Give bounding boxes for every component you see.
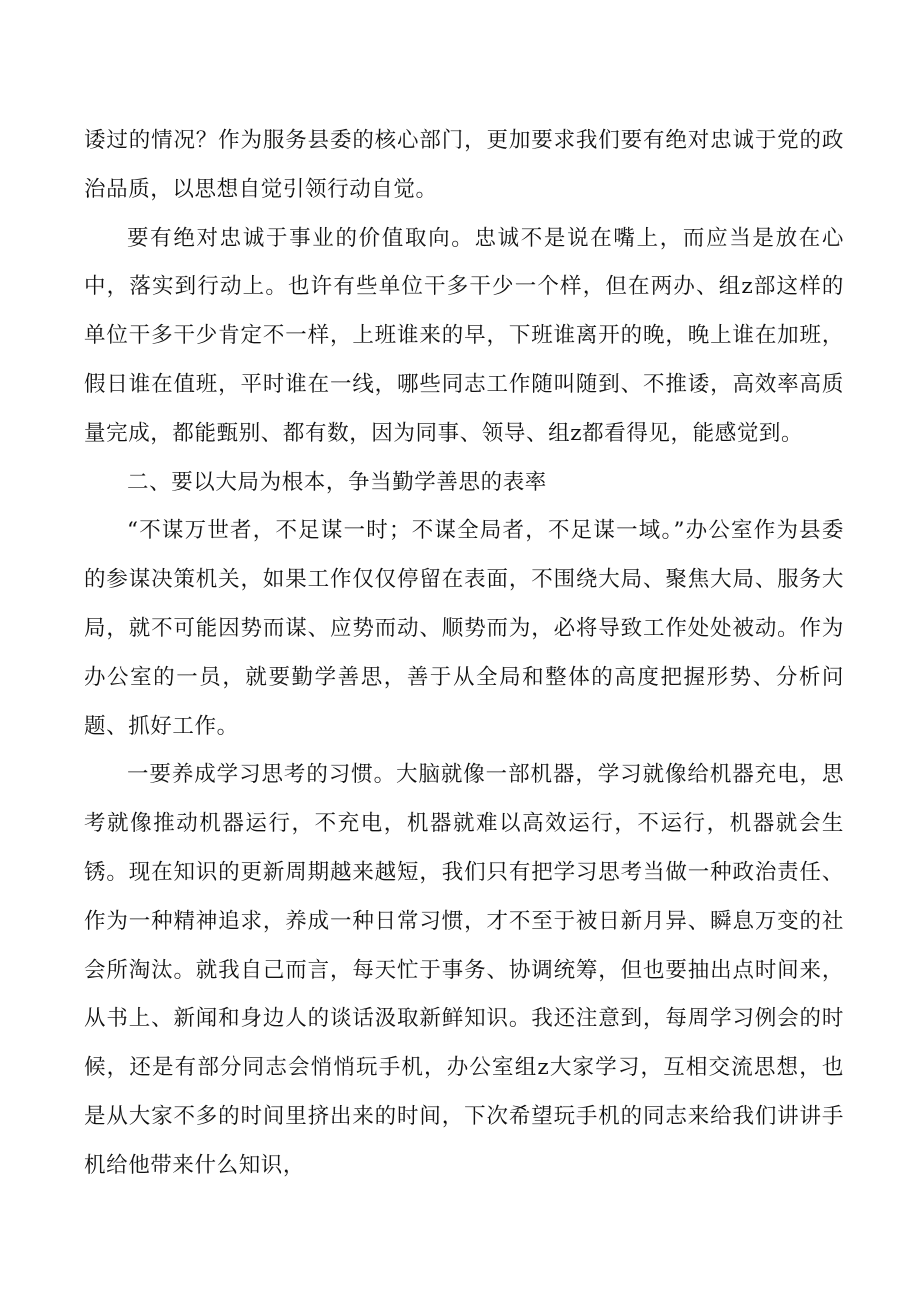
paragraph-loyalty-to-career: 要有绝对忠诚于事业的价值取向。忠诚不是说在嘴上，而应当是放在心中，落实到行动上。也许有些单位干多干少一个样，但在两办、组z部这样的单位干多干少肯定不一样，上班谁来的早，下班谁离开的晚，晚上谁在加班，假日谁在值班，平时谁在一线，哪些同志工作随叫随到、不推诿，高效率高质量完成，都能甄别、都有数，因为同事、领导、组z都看得见，能感觉到。 [84, 225, 844, 446]
paragraph-quote: “不谋万世者，不足谋一时；不谋全局者，不足谋一域。”办公室作为县委的参谋决策机关，如果工作仅仅停留在表面，不围绕大局、聚焦大局、服务大局，就不可能因势而谋、应势而动、顺势而为，必将导致工作处处被动。作为办公室的一员，就要勤学善思，善于从全局和整体的高度把握形势、分析问题、抓好工作。 [84, 518, 844, 739]
paragraph-continuation: 诿过的情况？作为服务县委的核心部门，更加要求我们要有绝对忠诚于党的政治品质，以思想自觉引领行动自觉。 [84, 128, 844, 202]
paragraph-study-habit: 一要养成学习思考的习惯。大脑就像一部机器，学习就像给机器充电，思考就像推动机器运行，不充电，机器就难以高效运行，不运行，机器就会生锈。现在知识的更新周期越来越短，我们只有把学习思考当做一种政治责任、作为一种精神追求，养成一种日常习惯，才不至于被日新月异、瞬息万变的社会所淘汰。就我自己而言，每天忙于事务、协调统筹，但也要抽出点时间来，从书上、新闻和身边人的谈话汲取新鲜知识。我还注意到，每周学习例会的时候，还是有部分同志会悄悄玩手机，办公室组z大家学习，互相交流思想，也是从大家不多的时间里挤出来的时间，下次希望玩手机的同志来给我们讲讲手机给他带来什么知识， [84, 762, 844, 1178]
section-heading: 二、要以大局为根本，争当勤学善思的表率 [127, 469, 547, 495]
document-body [84, 117, 844, 1191]
